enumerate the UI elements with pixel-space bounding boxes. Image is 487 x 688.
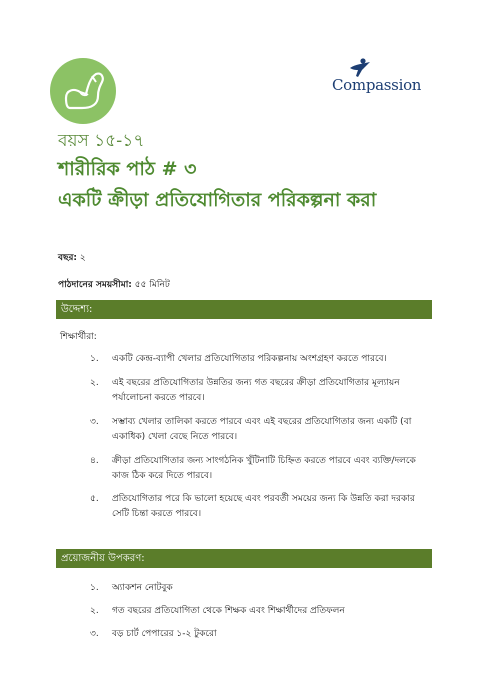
objectives-lead: শিক্ষার্থীরা: [60, 332, 97, 342]
item-text: সম্ভাব্য খেলার তালিকা করতে পারবে এবং এই বছরের প্রতিযোগিতার জন্য একটি (বা একাধিক) খেলা বেছে নিতে পারবে। [112, 417, 412, 442]
item-number: ১. [90, 354, 99, 364]
item-number: ৩. [90, 417, 99, 427]
duration-value: ৫৫ মিনিট [131, 280, 170, 290]
item-text: অ্যাকশন নোটবুক [112, 583, 173, 593]
item-text: একটি কেন্দ্র-ব্যাপী খেলার প্রতিযোগিতার পরিকল্পনায় অংশগ্রহণ করতে পারবে। [112, 354, 387, 364]
age-range: বয়স ১৫-১৭ [58, 131, 145, 151]
year-line [58, 250, 86, 265]
year-value: ২ [77, 253, 86, 263]
logo-wordmark: Compassion [332, 76, 422, 94]
duration-label: পাঠদানের সময়সীমা: [58, 280, 132, 290]
compassion-logo [332, 58, 442, 98]
item-text: প্রতিযোগিতার পরে কি ভালো হয়েছে এবং পরবর্তী সময়ের জন্য কি উন্নতি করা দরকার সেটি চিন্তা করতে পারবে। [112, 494, 415, 519]
item-text: বড় চার্ট পেপারের ১-২ টুকরো [112, 629, 217, 639]
item-text: গত বছরের প্রতিযোগিতা থেকে শিক্ষক এবং শিক্ষার্থীদের প্রতিফলন [112, 606, 345, 616]
item-number: ৪. [90, 456, 99, 466]
duration-line [58, 277, 170, 292]
objectives-heading: উদ্দেশ্য: [56, 300, 432, 319]
item-number: ৩. [90, 629, 99, 639]
item-text: এই বছরের প্রতিযোগিতার উন্নতির জন্য গত বছরের ক্রীড়া প্রতিযোগিতার মূল্যায়ন পর্যালোচনা করতে পারবে। [112, 378, 400, 403]
item-number: ১. [90, 583, 99, 593]
item-number: ২. [90, 606, 99, 616]
materials-heading: প্রয়োজনীয় উপকরণ: [56, 549, 432, 568]
page-title: একটি ক্রীড়া প্রতিযোগিতার পরিকল্পনা করা [58, 189, 377, 211]
compassion-figure-icon [346, 58, 372, 78]
item-number: ৫. [90, 494, 99, 504]
flexed-arm-icon [58, 68, 108, 114]
item-number: ২. [90, 378, 99, 388]
year-label: বছর: [58, 253, 78, 263]
physical-lesson-badge [50, 58, 116, 124]
lesson-number: শারীরিক পাঠ # ৩ [58, 158, 197, 180]
item-text: ক্রীড়া প্রতিযোগিতার জন্য সাংগঠনিক খুঁটিনাটি চিহ্নিত করতে পারবে এবং ব্যক্তি/দলকে কাজ ঠিক করে দিতে পারবে। [112, 456, 416, 481]
